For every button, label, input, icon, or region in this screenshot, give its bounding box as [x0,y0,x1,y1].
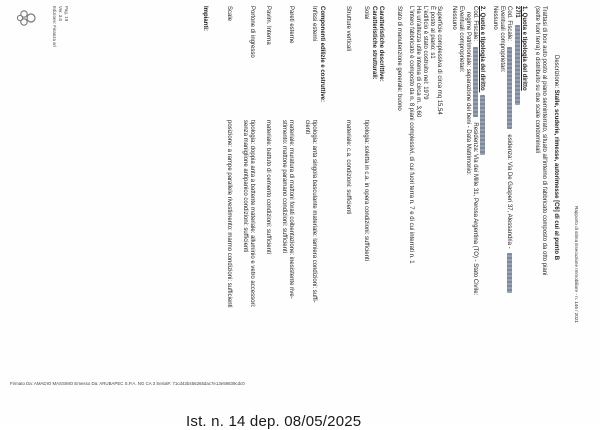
strutture-value: materiale: c.a. condizioni: sufficienti [345,120,351,215]
pareti-value-2: stimento: mattone paramano condizioni: sufficienti [281,120,287,253]
page-edition: Edizione: Finanza srl [52,6,57,47]
digital-signature-line: Firmato Da: AMADIO MASSIMO Emesso Da: ARUBAPEC S.P.A. NG CA 3 Serial#: 71cd43b456265dac7e13e59839cdc0 [10,381,245,386]
redacted-fiscal-code [507,47,512,129]
pavimentazione-label: Pavim. Interna [265,6,271,45]
registration-stamp: Ist. n. 14 dep. 08/05/2025 [186,413,362,430]
page-version: Ver. 3.0 [58,6,63,21]
redacted-owner-name [515,25,520,105]
description-title: Stalle, scuderie, rimesse, autorimesse [C6] di cui al punto B [553,89,559,261]
stato-manutenzione: Stato di manutenzione generale: buono [396,6,402,111]
impianti-heading: Impianti: [202,6,208,31]
quota-fraction: 27/1 [513,6,520,18]
quota-heading-1: 1. Quota e tipologia del diritto [521,6,527,91]
componenti-heading: Componenti edilizie e costruttive: [319,6,325,103]
portone-value-2: senza maniglione antipanico condizioni: sufficienti [242,120,248,253]
description-line-1: Trattasi di box auto posto al piano seminterrato, situato all'interno di fabbricato composto da otto piani [541,6,547,276]
superficie-line-3: L'edificio è stato costruito nel: 1979 [422,6,428,100]
redacted-residenza [507,253,512,293]
infissi-label: Infissi esterni [311,6,317,42]
scale-value: posizione: a rampe parallele rivestimento: marmo condizioni: sufficienti [226,120,232,308]
eventuali-value-2: Nessuno [451,6,457,30]
eventuali-value-1: Nessuno [492,6,498,30]
superficie-line-4: Ha un'altezza utile interna di circa m. 3,60 [415,6,421,118]
cod-fiscale-label-2: Cod. Fiscale: [471,6,478,42]
regime-row: regime Patrimoniale: separazione dei beni - Data Matrimonio: [465,12,471,176]
superficie-line-2: È posto al piano: s1 [429,6,435,59]
redacted-owner-name-2 [480,95,485,155]
pareti-label: Pareti esterne [288,6,294,44]
pavimentazione-value: materiale: battuto di cemento condizioni: sufficienti [265,120,271,254]
scale-label: Scale [226,6,232,22]
quota-value [512,6,520,105]
publisher-logo-icon [16,8,38,28]
superficie-line-1: Superficie complessiva di circa mq 15,54 [436,6,442,115]
solai-value: tipologia: soletta in c.a. in opera condizioni: sufficienti [363,120,369,261]
redacted-fiscal-code-2 [473,47,478,117]
residenza-2: Residenza: Via dei Mille 31, Perosa Argentina (TO) - Stato Civile: [471,122,478,296]
cod-fiscale-row-2 [470,6,478,295]
portone-label: Portone di ingresso [249,6,255,58]
cod-fiscale-label: Cod. Fiscale: [505,6,512,42]
infissi-value-2: cienti [304,120,310,135]
description-label: Descrizione: [553,55,559,89]
caratteristiche-subheading: Caratteristiche strutturali: [371,6,377,80]
page-number: Pag. 19 [64,6,69,22]
cod-fiscale-row-1 [504,6,512,293]
superficie-line-5: L'intero fabbricato è composto da n. 8 piani complessivi, di cui fuori terra n. 7 e di cui interrati n. 1 [408,6,414,264]
residenza-1: esidenza: Via De Gasperi 37, Alessandria - [505,134,512,249]
portone-value: tipologia: doppia anta a battente materiale: alluminio e vetro accessori: [249,120,255,308]
quota-heading-2-text: 2. Quota e tipologia del diritto [478,6,485,91]
eventuali-label-1: Eventuali comproprietari: [499,6,505,73]
solai-label: Solai [363,6,369,20]
eventuali-label-2: Eventuali comproprietari: [458,6,464,73]
description-heading [551,55,559,260]
strutture-label: Strutture verticali [345,6,351,52]
quota-heading-2 [477,6,485,155]
infissi-value: tipologia: anta singola basculante materiale: lamiera condizioni: suffi- [311,120,317,303]
report-title: Rapporto di stima Esecuzione Immobiliare - n. 146 / 2021 [574,206,579,323]
description-line-2: (sette fuori terra) e distribuito su due scale condominiali [534,6,540,154]
pareti-value: materiale: muratura di mattoni forati coibentazione: inesistente rive- [288,120,294,299]
caratteristiche-heading: Caratteristiche descrittive: [378,6,384,82]
